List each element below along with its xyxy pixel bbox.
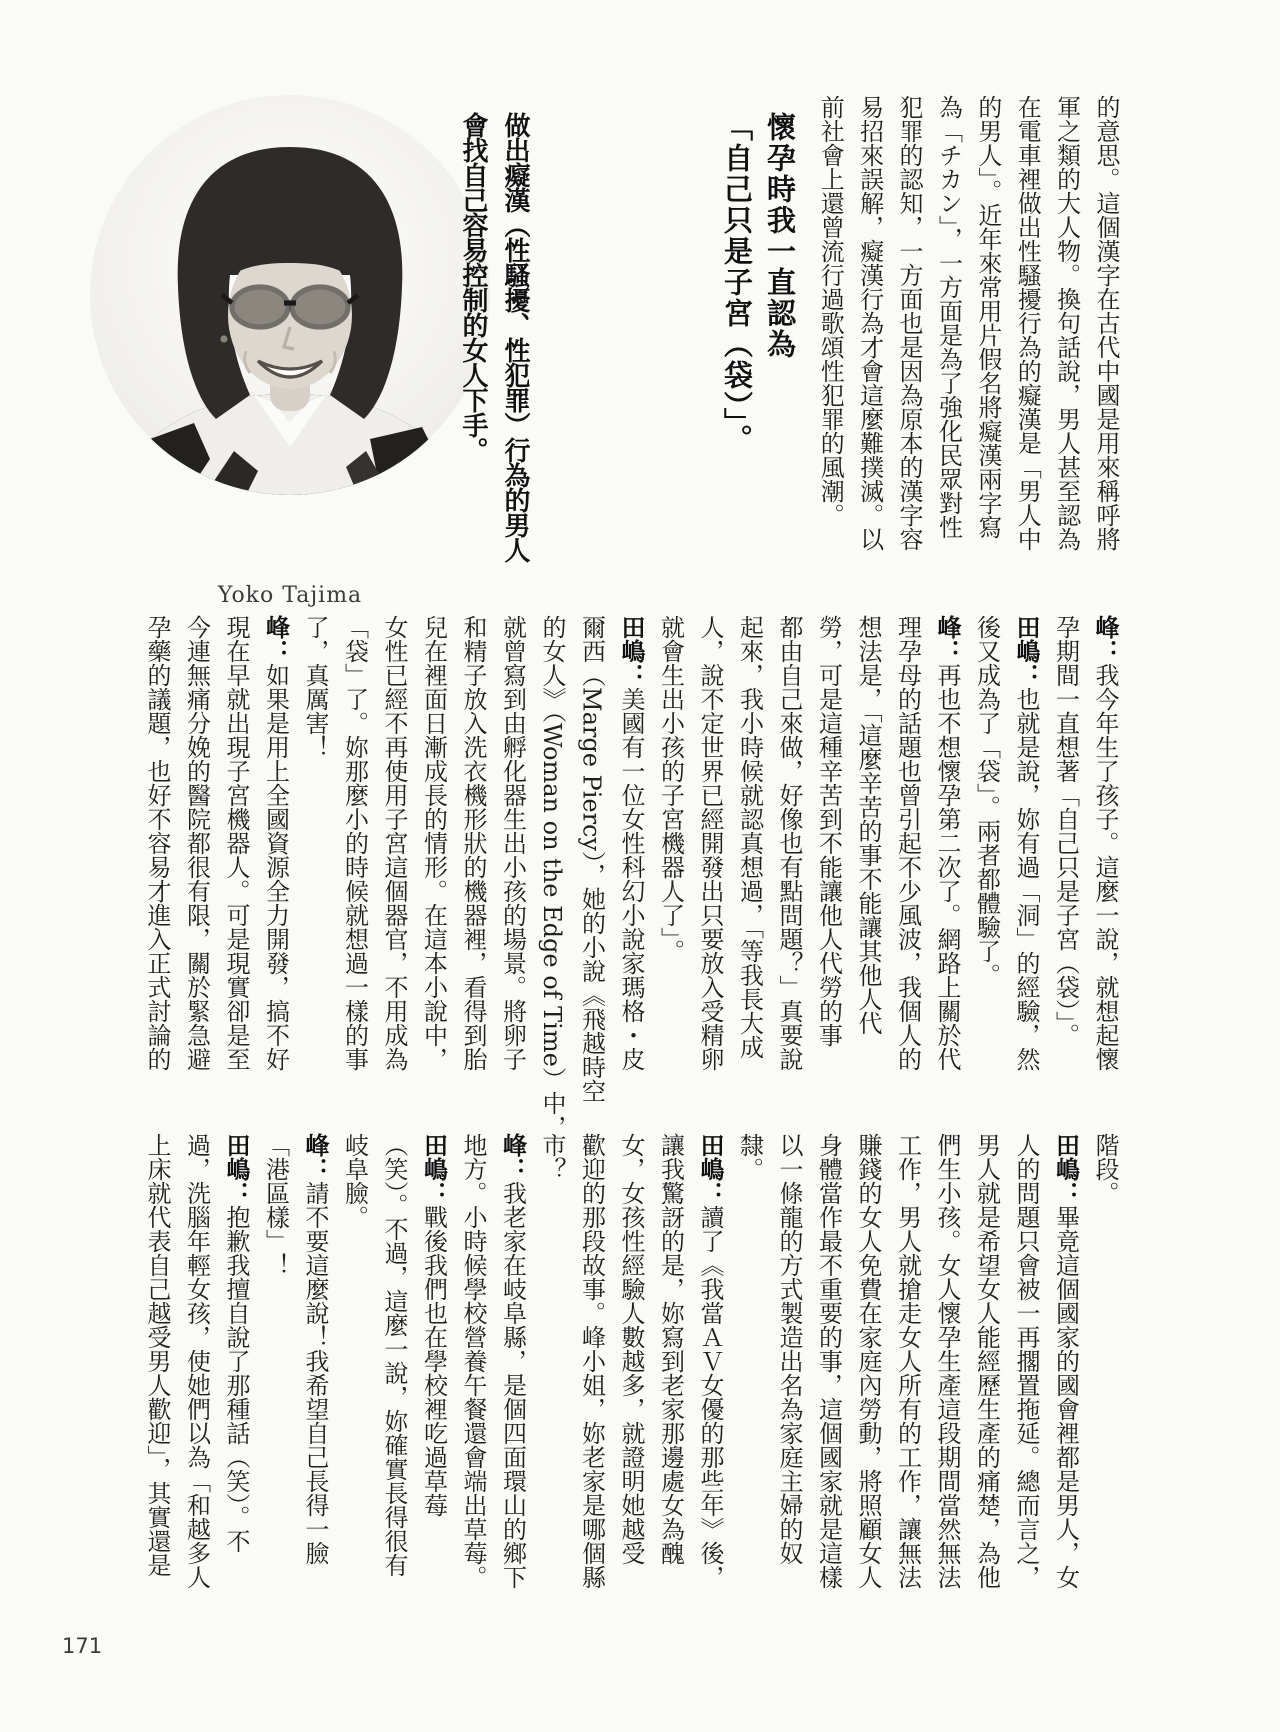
interview-text-column bbox=[217, 615, 257, 1071]
interview-text-column bbox=[414, 615, 454, 1071]
interview-text-column bbox=[612, 615, 652, 1071]
photo-caption: Yoko Tajima bbox=[217, 583, 363, 608]
interview-text-column bbox=[612, 1133, 652, 1565]
speaker-label: 峰： bbox=[933, 615, 962, 663]
interview-text-column bbox=[651, 1133, 691, 1565]
column-text: 勞，可是這種辛苦到不能讓他人代勞的事 bbox=[814, 615, 843, 1047]
interview-text-column bbox=[572, 1133, 612, 1589]
column-text: 我老家在岐阜縣，是個四面環山的鄉下 bbox=[498, 1181, 527, 1589]
interview-text-column bbox=[928, 1133, 968, 1589]
interview-text-column bbox=[256, 1133, 296, 1277]
interview-text-column bbox=[1046, 615, 1086, 1047]
column-text: 現在早就出現子宮機器人。可是現實卻是至 bbox=[222, 615, 250, 1071]
kicker-line-2: 會找自己容易控制的女人下手。 bbox=[458, 112, 488, 462]
interview-text-column bbox=[493, 1133, 533, 1589]
kicker-headline bbox=[452, 112, 536, 562]
intro-text-column: 在電車裡做出性騷擾行為的癡漢是「男人中 bbox=[1013, 95, 1042, 551]
interview-text-column bbox=[217, 1133, 257, 1553]
interview-text-column bbox=[375, 615, 415, 1071]
interview-text-column bbox=[296, 1133, 336, 1565]
speaker-label: 田嶋： bbox=[696, 1133, 725, 1205]
interview-upper-band bbox=[138, 615, 1126, 1139]
main-headline bbox=[715, 112, 801, 455]
column-text: 的女人》（Woman on the Edge of Time）中， bbox=[538, 615, 566, 1139]
column-text: 們生小孩。女人懷孕生產這段期間當然無法 bbox=[933, 1133, 961, 1589]
column-text: 岐阜臉。 bbox=[340, 1133, 369, 1229]
intro-text-column: 犯罪的認知，一方面也是因為原本的漢字容 bbox=[895, 95, 924, 551]
interview-text-column bbox=[1046, 1133, 1086, 1589]
interview-text-column bbox=[335, 615, 375, 1071]
column-text: 市？ bbox=[538, 1133, 566, 1181]
column-text: 孕藥的議題，也好不容易才進入正式討論的 bbox=[143, 615, 171, 1071]
column-text: 過，洗腦年輕女孩，使她們以為「和越多人 bbox=[182, 1133, 211, 1589]
column-text: 如果是用上全國資源全力開發，搞不好 bbox=[261, 663, 290, 1071]
column-text: 以一條龍的方式製造出名為家庭主婦的奴 bbox=[775, 1133, 803, 1565]
interview-text-column bbox=[493, 615, 533, 1071]
speaker-label: 峰： bbox=[261, 615, 291, 663]
column-text: 「袋」了。妳那麼小的時候就想過一樣的事 bbox=[340, 615, 369, 1071]
column-text: 工作，男人就搶走女人所有的工作，讓無法 bbox=[893, 1133, 922, 1589]
column-text: 就會生出小孩的子宮機器人了」。 bbox=[656, 615, 685, 963]
column-text: 地方。小時候學校營養午餐還會端出草莓。 bbox=[459, 1133, 487, 1589]
column-text: （笑）。不過，這麼一說，妳確實長得很有 bbox=[380, 1133, 408, 1577]
speaker-label: 田嶋： bbox=[222, 1133, 251, 1205]
interview-text-column bbox=[849, 615, 889, 1035]
column-text: 就曾寫到由孵化器生出小孩的場景。將卵子 bbox=[498, 615, 527, 1071]
interview-text-column bbox=[533, 1133, 573, 1181]
column-text: 男人就是希望女人能經歷生產的痛楚，為他 bbox=[972, 1133, 1001, 1589]
column-text: 抱歉我擅自說了那種話（笑）。不 bbox=[222, 1205, 250, 1553]
interview-text-column bbox=[138, 615, 178, 1071]
intro-text-column: 為「チカン」，一方面是為了強化民眾對性 bbox=[934, 95, 963, 539]
column-text: 上床就代表自己越受男人歡迎」，其實還是 bbox=[143, 1133, 171, 1577]
interview-text-column bbox=[770, 1133, 810, 1565]
interview-text-column bbox=[967, 615, 1007, 987]
interview-text-column bbox=[1086, 615, 1126, 1071]
intro-text-column: 軍之類的大人物。換句話說，男人甚至認為 bbox=[1052, 95, 1081, 551]
interview-text-column bbox=[138, 1133, 178, 1577]
interview-text-column bbox=[296, 615, 336, 759]
column-text: 人，說不定世界已經開發出只要放入受精卵 bbox=[696, 615, 724, 1071]
interview-text-column bbox=[691, 615, 731, 1071]
interview-text-column bbox=[177, 1133, 217, 1589]
speaker-label: 峰： bbox=[1091, 615, 1120, 663]
interview-text-column bbox=[414, 1133, 454, 1517]
column-text: 起來，我小時候就認真想過，「等我長大成 bbox=[735, 615, 764, 1059]
column-text: 理孕母的話題也曾引起不少風波，我個人的 bbox=[893, 615, 922, 1071]
column-text: 戰後我們也在學校裡吃過草莓 bbox=[419, 1205, 448, 1517]
headline-line-2: 「自己只是子宮（袋）」。 bbox=[720, 112, 754, 455]
interview-text-column bbox=[375, 1133, 415, 1577]
column-text: 後又成為了「袋」。兩者都體驗了。 bbox=[972, 615, 1001, 987]
column-text: 也就是說，妳有過「洞」的經驗，然 bbox=[1012, 687, 1040, 1071]
speaker-label: 田嶋： bbox=[419, 1133, 449, 1205]
column-text: 美國有一位女性科幻小說家瑪格・皮 bbox=[617, 687, 645, 1071]
column-text: 階段。 bbox=[1091, 1133, 1119, 1205]
interview-text-column bbox=[730, 1133, 770, 1181]
interview-text-column bbox=[928, 615, 968, 1071]
speaker-label: 田嶋： bbox=[617, 615, 646, 687]
interview-lower-band bbox=[138, 1133, 1126, 1589]
interview-text-column bbox=[651, 615, 691, 963]
column-text: 孕期間一直想著「自己只是子宮（袋）」。 bbox=[1051, 615, 1080, 1047]
column-text: 畢竟這個國家的國會裡都是男人，女 bbox=[1051, 1205, 1080, 1589]
portrait-illustration bbox=[90, 95, 490, 495]
interview-text-column bbox=[809, 615, 849, 1047]
column-text: 兒在裡面日漸成長的情形。在這本小說中， bbox=[419, 615, 448, 1071]
column-text: 和精子放入洗衣機形狀的機器裡，看得到胎 bbox=[459, 615, 487, 1071]
page-number: 171 bbox=[62, 1634, 103, 1658]
column-text: 人的問題只會被一再擱置拖延。總而言之， bbox=[1012, 1133, 1040, 1589]
column-text: 女性已經不再使用子宮這個器官，不用成為 bbox=[380, 615, 408, 1071]
interview-text-column bbox=[454, 1133, 494, 1589]
portrait-photo bbox=[90, 95, 490, 495]
kicker-line-1: 做出癡漢（性騷擾、性犯罪）行為的男人 bbox=[500, 112, 530, 562]
interview-text-column bbox=[572, 615, 612, 1103]
column-text: 想法是，「這麼辛苦的事不能讓其他人代 bbox=[854, 615, 882, 1035]
column-text: 再也不想懷孕第二次了。網路上關於代 bbox=[933, 663, 961, 1071]
column-text: 今連無痛分娩的醫院都很有限，關於緊急避 bbox=[182, 615, 211, 1071]
interview-text-column bbox=[335, 1133, 375, 1229]
column-text: 請不要這麼說！我希望自己長得一臉 bbox=[301, 1181, 329, 1565]
speaker-label: 峰： bbox=[301, 1133, 330, 1181]
interview-text-column bbox=[533, 615, 573, 1139]
interview-text-column bbox=[1007, 615, 1047, 1071]
interview-text-column bbox=[849, 1133, 889, 1589]
intro-text-column: 易招來誤解，癡漢行為才會這麼難撲滅。以 bbox=[855, 95, 884, 551]
interview-text-column bbox=[730, 615, 770, 1059]
interview-text-column bbox=[1086, 1133, 1126, 1205]
interview-text-column bbox=[888, 1133, 928, 1589]
column-text: 歡迎的那段故事。峰小姐，妳老家是哪個縣 bbox=[577, 1133, 606, 1589]
interview-text-column bbox=[1007, 1133, 1047, 1589]
speaker-label: 田嶋： bbox=[1012, 615, 1041, 687]
interview-text-column bbox=[809, 1133, 849, 1589]
interview-text-column bbox=[256, 615, 296, 1071]
interview-text-column bbox=[770, 615, 810, 1071]
speaker-label: 峰： bbox=[498, 1133, 528, 1181]
interview-text-column bbox=[888, 615, 928, 1071]
intro-text-column: 的男人」。近年來常用片假名將癡漢兩字寫 bbox=[973, 95, 1002, 539]
column-text: 我今年生了孩子。這麼一說，就想起懷 bbox=[1091, 663, 1119, 1071]
interview-text-column bbox=[177, 615, 217, 1071]
column-text: 都由自己來做，好像也有點問題？」真要說 bbox=[775, 615, 803, 1071]
column-text: 女，女孩性經驗人數越多，就證明她越受 bbox=[617, 1133, 645, 1565]
column-text: 爾西（Marge Piercy），她的小說《飛越時空 bbox=[577, 615, 606, 1104]
interview-text-column bbox=[454, 615, 494, 1071]
column-text: 賺錢的女人免費在家庭內勞動，將照顧女人 bbox=[854, 1133, 882, 1589]
interview-text-column bbox=[967, 1133, 1007, 1589]
speaker-label: 田嶋： bbox=[1051, 1133, 1081, 1205]
intro-paragraph bbox=[810, 95, 1125, 551]
column-text: 身體當作最不重要的事，這個國家就是這樣 bbox=[814, 1133, 843, 1589]
column-text: 隸。 bbox=[735, 1133, 764, 1181]
column-text: 了，真厲害！ bbox=[301, 615, 329, 759]
intro-text-column: 的意思。這個漢字在古代中國是用來稱呼將 bbox=[1092, 95, 1120, 551]
interview-text-column bbox=[691, 1133, 731, 1589]
headline-line-1: 懷孕時我一直認為 bbox=[763, 112, 797, 360]
intro-text-column: 前社會上還曾流行過歌頌性犯罪的風潮。 bbox=[816, 95, 845, 527]
column-text: 「港區樣」！ bbox=[261, 1133, 290, 1277]
column-text: 讀了《我當ＡＶ女優的那些年》後， bbox=[696, 1205, 724, 1589]
column-text: 讓我驚訝的是，妳寫到老家那邊處女為醜 bbox=[656, 1133, 685, 1565]
